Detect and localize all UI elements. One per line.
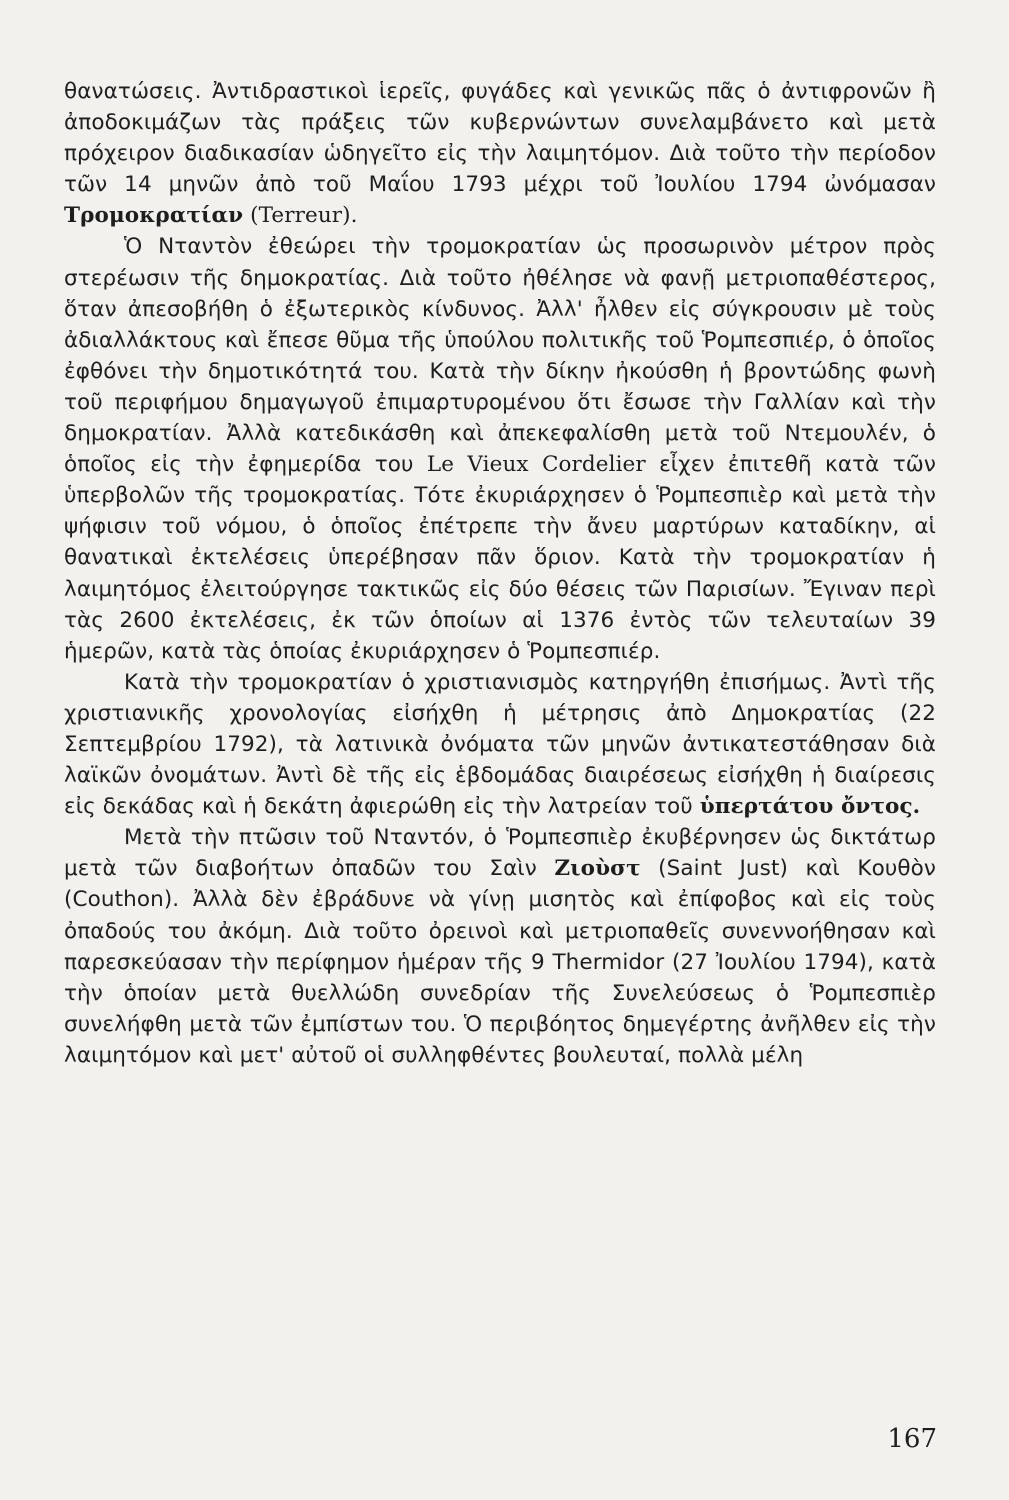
paragraph-4-text-b: (Saint Just) καὶ Κουθὸν (Couthon). Ἀλλὰ δὲν ἐβράδυνε νὰ γίνῃ μισητὸς καὶ ἐπίφοβος καὶ εἰς τοὺς ὀπαδούς του ἀκόμη. Διὰ τοῦτο ὀρεινοὶ καὶ μετριοπαθεῖς συνεννοήθησαν καὶ παρεσκεύασαν τὴν περίφημον ἡμέραν τῆς 9 Thermidor (27 Ἰουλίου 1794), κατὰ τὴν ὁποίαν μετὰ θυελλώδη συνεδρίαν τῆς Συνελεύσεως ὁ Ῥομπεσπιὲρ συνελήφθη μετὰ τῶν ἐμπίστων του. Ὁ περιβόητος δημεγέρτης ἀνῆλθεν εἰς τὴν λαιμητόμον καὶ μετ' αὐτοῦ οἱ συλληφθέντες βουλευταί, πολλὰ μέλη <box>64 856 936 1068</box>
paragraph-1-text-a: θανατώσεις. Ἀντιδραστικοὶ ἱερεῖς, φυγάδες καὶ γενικῶς πᾶς ὁ ἀντιφρονῶν ἢ ἀποδοκιμάζων τὰς πράξεις τῶν κυβερνώντων συνελαμβάνετο καὶ μετὰ πρόχειρον διαδικασίαν ὡδηγεῖτο εἰς τὴν λαιμητόμον. Διὰ τοῦτο τὴν περίοδον τῶν 14 μηνῶν ἀπὸ τοῦ Μαΐου 1793 μέχρι τοῦ Ἰουλίου 1794 ὠνόμασαν <box>64 79 936 198</box>
paragraph-2-text-a: Ὁ Νταντὸν ἐθεώρει τὴν τρομοκρατίαν ὡς προσωρινὸν μέτρον πρὸς στερέωσιν τῆς δημοκρατίας. Διὰ τοῦτο ἠθέλησε νὰ φανῇ μετριοπαθέστερος, ὅταν ἀπεσοβήθη ὁ ἐξωτερικὸς κίνδυνος. Ἀλλ' ἦλθεν εἰς σύγκρουσιν μὲ τοὺς ἀδιαλλάκτους καὶ ἔπεσε θῦμα τῆς ὑπούλου πολιτικῆς τοῦ Ῥομπεσπιέρ, ὁ ὁποῖος ἐφθόνει τὴν δημοτικότητά του. Κατὰ τὴν δίκην ἠκούσθη ἡ βροντώδης φωνὴ τοῦ περιφήμου δημαγωγοῦ ἐπιμαρτυρομένου ὅτι ἔσωσε τὴν Γαλλίαν καὶ τὴν δημοκρατίαν. Ἀλλὰ κατεδικάσθη καὶ ἀπεκεφαλίσθη μετὰ τοῦ Ντεμουλέν, ὁ ὁποῖος εἰς τὴν ἐφημερίδα του <box>64 234 936 478</box>
paragraph-4 <box>64 822 936 1071</box>
paragraph-2-text-b: εἶχεν ἐπιτεθῆ κατὰ τῶν ὑπερβολῶν τῆς τρομοκρατίας. Τότε ἐκυριάρχησεν ὁ Ῥομπεσπιὲρ καὶ μετὰ τὴν ψήφισιν τοῦ νόμου, ὁ ὁποῖος ἐπέτρεπε τὴν ἄνευ μαρτύρων καταδίκην, αἱ θανατικαὶ ἐκτελέσεις ὑπερέβησαν πᾶν ὅριον. Κατὰ τὴν τρομοκρατίαν ἡ λαιμητόμος ἐλειτούργησε τακτικῶς εἰς δύο θέσεις τῶν Παρισίων. Ἔγιναν περὶ τὰς 2600 ἐκτελέσεις, ἐκ τῶν ὁποίων αἱ 1376 ἐντὸς τῶν τελευταίων 39 ἡμερῶν, κατὰ τὰς ὁποίας ἐκυριάρχησεν ὁ Ῥομπεσπιέρ. <box>64 452 936 664</box>
newspaper-title: Le Vieux Cordelier <box>426 452 646 478</box>
paragraph-1 <box>64 76 936 231</box>
paragraph-2 <box>64 231 936 666</box>
paragraph-3-text-a: Κατὰ τὴν τρομοκρατίαν ὁ χριστιανισμὸς κατηργήθη ἐπισήμως. Ἀντὶ τῆς χριστιανικῆς χρονολογίας εἰσήχθη ἡ μέτρησις ἀπὸ Δημοκρατίας (22 Σεπτεμβρίου 1792), τὰ λατινικὰ ὀνόματα τῶν μηνῶν ἀντικατεστάθησαν διὰ λαϊκῶν ὀνομάτων. Ἀντὶ δὲ τῆς εἰς ἑβδομάδας διαιρέσεως εἰσήχθη ἡ διαίρεσις εἰς δεκάδας καὶ ἡ δεκάτη ἀφιερώθη εἰς τὴν λατρείαν τοῦ <box>64 669 936 820</box>
name-saint-just-bold: Ζιοὺστ <box>554 856 641 882</box>
paragraph-3 <box>64 667 936 822</box>
term-terreur: (Terreur). <box>243 203 358 229</box>
paragraph-4-text-a: Μετὰ τὴν πτῶσιν τοῦ Νταντόν, ὁ Ῥομπεσπιὲρ ἐκυβέρνησεν ὡς δικτάτωρ μετὰ τῶν διαβοήτων ὀπαδῶν του Σαὶν <box>64 825 936 882</box>
term-supreme-being-bold: ὑπερτάτου ὄντος. <box>699 794 921 820</box>
body-text <box>64 76 936 1071</box>
term-terror-bold: Τρομοκρατίαν <box>64 203 244 229</box>
page-number: 167 <box>887 1424 937 1454</box>
